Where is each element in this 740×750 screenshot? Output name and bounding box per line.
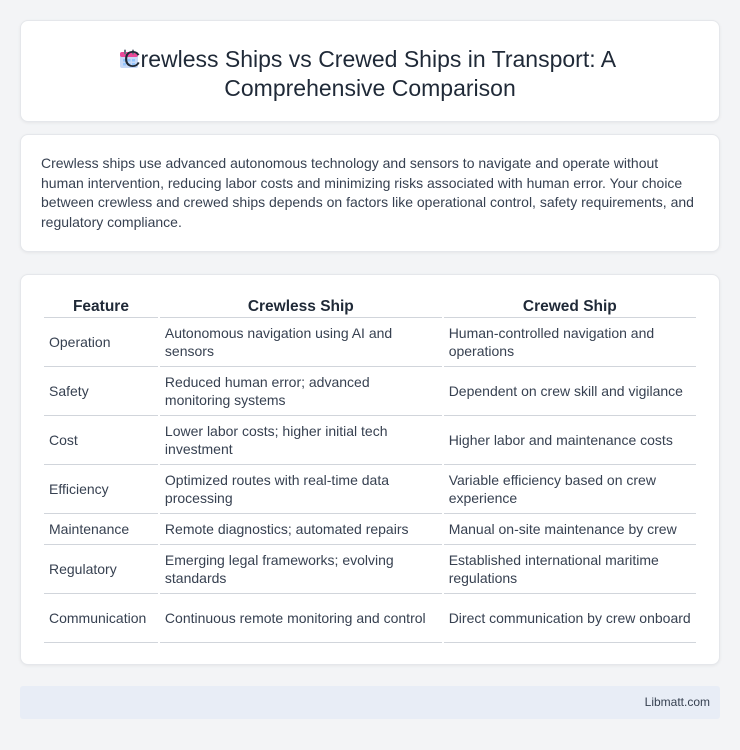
feature-cell: Cost bbox=[44, 416, 158, 465]
comparison-table bbox=[42, 297, 698, 643]
feature-cell: Efficiency bbox=[44, 465, 158, 514]
table-row bbox=[44, 318, 696, 367]
table-header-row bbox=[44, 297, 696, 318]
footer-brand-link[interactable]: Libmatt.com bbox=[644, 695, 710, 709]
crewless-cell: Reduced human error; advanced monitoring systems bbox=[160, 367, 442, 416]
header-crewed: Crewed Ship bbox=[444, 297, 696, 318]
feature-cell: Maintenance bbox=[44, 514, 158, 545]
crewed-cell: Manual on-site maintenance by crew bbox=[444, 514, 696, 545]
table-row bbox=[44, 416, 696, 465]
crewed-cell: Human-controlled navigation and operations bbox=[444, 318, 696, 367]
table-row bbox=[44, 545, 696, 594]
header-crewless: Crewless Ship bbox=[160, 297, 442, 318]
page-title: Crewless Ships vs Crewed Ships in Transport: A Comprehensive Comparison bbox=[123, 46, 617, 101]
footer-bar bbox=[20, 686, 720, 719]
intro-card bbox=[20, 134, 720, 252]
crewed-cell: Variable efficiency based on crew experience bbox=[444, 465, 696, 514]
crewed-cell: Higher labor and maintenance costs bbox=[444, 416, 696, 465]
crewless-cell: Emerging legal frameworks; evolving standards bbox=[160, 545, 442, 594]
crewed-cell: Established international maritime regulations bbox=[444, 545, 696, 594]
table-row bbox=[44, 594, 696, 643]
table-row bbox=[44, 367, 696, 416]
crewless-cell: Continuous remote monitoring and control bbox=[160, 594, 442, 643]
crewless-cell: Optimized routes with real-time data processing bbox=[160, 465, 442, 514]
header-feature: Feature bbox=[44, 297, 158, 318]
feature-cell: Safety bbox=[44, 367, 158, 416]
crewless-cell: Remote diagnostics; automated repairs bbox=[160, 514, 442, 545]
feature-cell: Regulatory bbox=[44, 545, 158, 594]
feature-cell: Communication bbox=[44, 594, 158, 643]
feature-cell: Operation bbox=[44, 318, 158, 367]
crewless-cell: Autonomous navigation using AI and sensors bbox=[160, 318, 442, 367]
comparison-card bbox=[20, 274, 720, 665]
crewless-cell: Lower labor costs; higher initial tech investment bbox=[160, 416, 442, 465]
table-row bbox=[44, 514, 696, 545]
title-card bbox=[20, 20, 720, 122]
crewed-cell: Direct communication by crew onboard bbox=[444, 594, 696, 643]
crewed-cell: Dependent on crew skill and vigilance bbox=[444, 367, 696, 416]
intro-paragraph: Crewless ships use advanced autonomous technology and sensors to navigate and operate without human intervention, reducing labor costs and minimizing risks associated with human error. Your choice between crewless and crewed ships depends on factors like operational control, safety requirements, and regulatory compliance. bbox=[41, 155, 694, 230]
table-row bbox=[44, 465, 696, 514]
